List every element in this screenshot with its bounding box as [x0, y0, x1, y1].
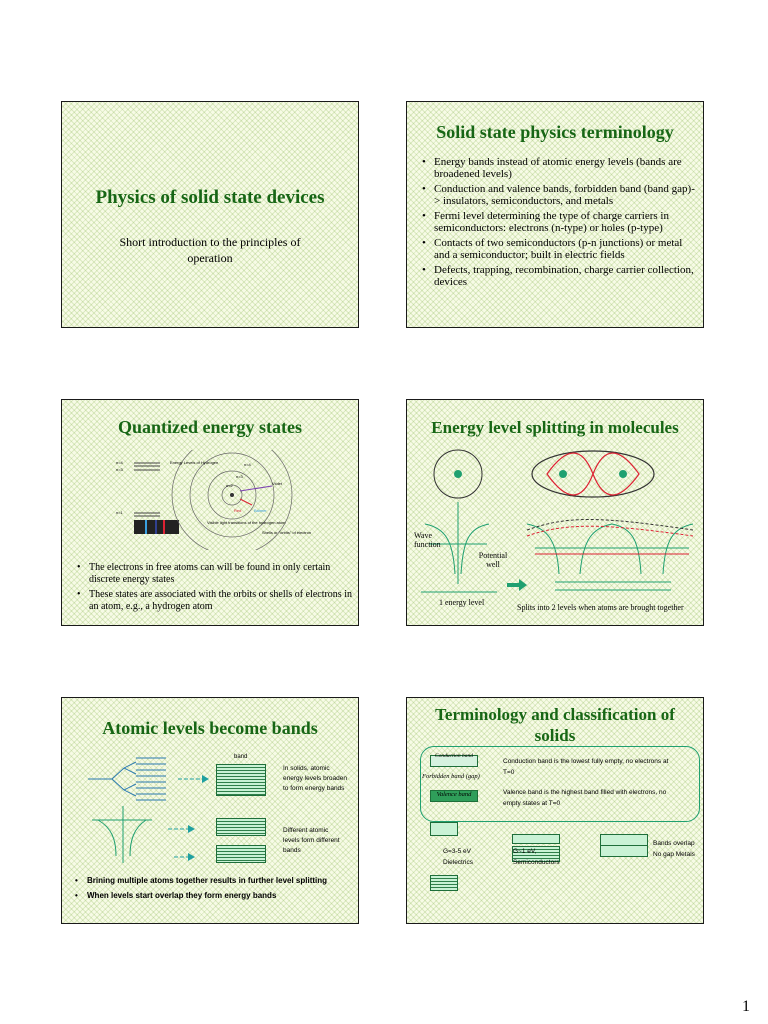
- slide-heading: Solid state physics terminology: [436, 122, 674, 142]
- forbidden-band-label: Forbidden band (gap): [422, 773, 480, 780]
- slide-heading: Energy level splitting in molecules: [431, 418, 679, 437]
- one-level-label: 1 energy level: [439, 598, 485, 607]
- bullet-item: • The electrons in free atoms can will be found in only certain discrete energy states: [76, 562, 354, 586]
- semiconductors-label: G~1 eV, Semiconductors: [513, 848, 560, 866]
- band-label: band: [234, 754, 248, 760]
- slide-classification: [406, 697, 704, 924]
- metal-band-lower: [600, 845, 648, 857]
- slide-quantized: [61, 399, 359, 626]
- dielectric-valence-band: [430, 875, 458, 891]
- n3-left-label: n=3: [116, 467, 123, 472]
- dielectric-conduction-band: [430, 822, 458, 836]
- red-label: Red: [234, 508, 242, 513]
- bullet-item: • These states are associated with the orbits or shells of electrons in an atom, e.g., a hydrogen atom: [76, 589, 354, 613]
- slide-terminology: [406, 101, 704, 328]
- splits-label: Splits into 2 levels when atoms are brought together: [517, 603, 684, 612]
- slide-bands: [61, 697, 359, 924]
- n1-left-label: n=1: [116, 510, 123, 515]
- slide-heading: Terminology and classification of solids: [435, 705, 675, 745]
- page-number: 1: [742, 998, 750, 1015]
- bullet-item: • Defects, trapping, recombination, charge carrier collection, devices: [421, 264, 699, 288]
- n2-label: n=2: [226, 483, 233, 488]
- balmer-label: Balmer: [254, 508, 267, 513]
- energy-band: [216, 845, 266, 863]
- violet-label: Violet: [272, 481, 282, 486]
- energy-band: [216, 764, 266, 796]
- conduction-band-label: Conduction band: [434, 753, 474, 759]
- potential-well-label: Potential well: [478, 551, 508, 569]
- valence-band-label: Valence band: [436, 791, 472, 798]
- wave-function-label: Wave function: [414, 531, 441, 549]
- bullet-item: • When levels start overlap they form energy bands: [74, 890, 354, 902]
- bullet-item: • Fermi level determining the type of charge carriers in semiconductors: electrons (n-type) or holes (p-type): [421, 210, 699, 234]
- slide-subtitle: Short introduction to the principles of operation: [119, 235, 301, 265]
- bullet-item: • Energy bands instead of atomic energy levels (bands are broadened levels): [421, 156, 699, 180]
- bullet-item: • Conduction and valence bands, forbidden band (band gap)-> insulators, semiconductors, and metals: [421, 183, 699, 207]
- bullet-item: • Brining multiple atoms together results in further level splitting: [74, 875, 354, 887]
- n3-label: n=3: [236, 474, 243, 479]
- visible-transitions-label: Visible light transitions of the hydrogen atom: [207, 520, 286, 525]
- energy-band: [216, 818, 266, 836]
- hydrogen-atom-figure: [112, 450, 312, 550]
- slide-heading: Quantized energy states: [118, 417, 302, 437]
- slide-title-heading: Physics of solid state devices: [95, 187, 325, 208]
- n4-label: n=4: [244, 462, 251, 467]
- semiconductor-conduction-band: [512, 834, 560, 844]
- metals-label: Bands overlap No gap Metals: [653, 840, 695, 858]
- energy-levels-label: Energy Levels of Hydrogen: [170, 460, 219, 465]
- in-solids-label: In solids, atomic energy levels broaden to form energy bands: [283, 765, 347, 792]
- bullet-item: • Contacts of two semiconductors (p-n junctions) or metal and a semiconductor; built in electric fields: [421, 237, 699, 261]
- dielectrics-label: G=3-5 eV Dielectrics: [443, 848, 473, 866]
- bullet-list: [74, 875, 354, 905]
- conduction-description: Conduction band is the lowest fully empty, no electrons at T=0: [503, 758, 669, 776]
- bullet-list: [76, 562, 354, 616]
- bullet-list: [421, 156, 699, 291]
- valence-description: Valence band is the highest band filled with electrons, no empty states at T=0: [503, 789, 667, 807]
- different-levels-label: Different atomic levels form different bands: [283, 827, 340, 854]
- slide-heading: Atomic levels become bands: [102, 718, 318, 738]
- shells-label: Shells or "orbits" of electron: [262, 530, 312, 535]
- slide-splitting: [406, 399, 704, 626]
- n4-left-label: n=4: [116, 460, 123, 465]
- slide-title: [61, 101, 359, 328]
